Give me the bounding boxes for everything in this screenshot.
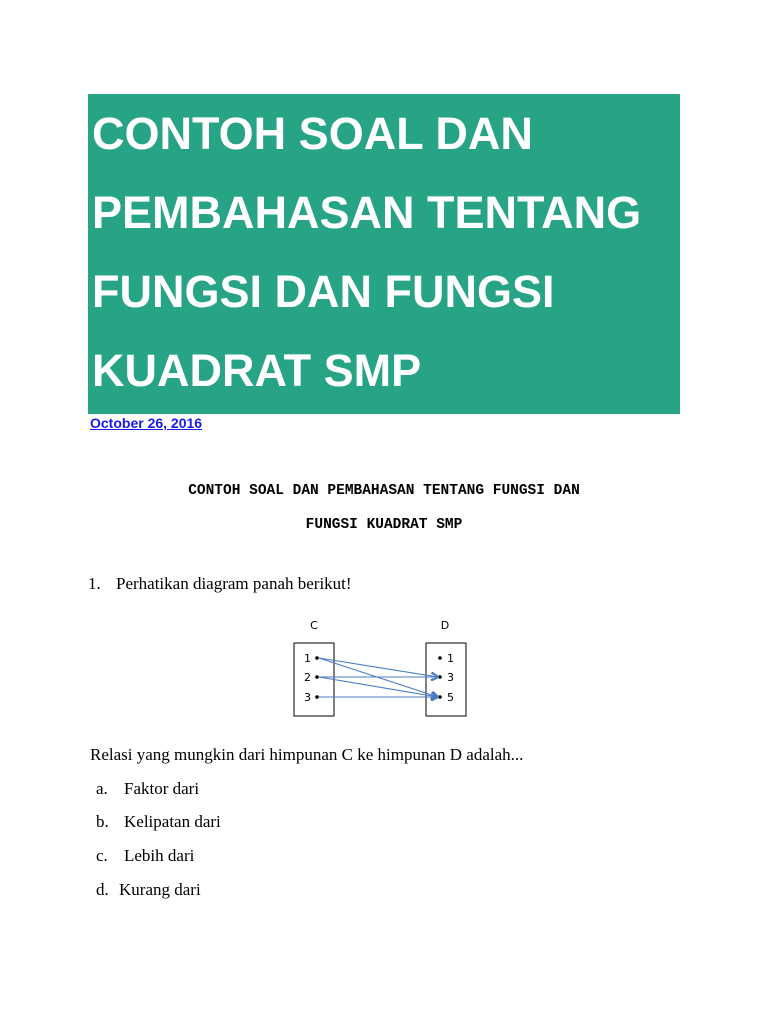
question-1 (88, 573, 352, 595)
section-heading (84, 474, 684, 542)
option-letter: d. (96, 880, 109, 899)
set-d-dot (438, 675, 442, 679)
set-d-dot (438, 656, 442, 660)
set-d-item: 5 (447, 691, 454, 704)
arrow-1-to-3 (319, 658, 438, 677)
set-d-item: 1 (447, 652, 454, 665)
set-c-dot (315, 675, 319, 679)
set-c-dot (315, 695, 319, 699)
title-line: KUADRAT SMP (92, 345, 422, 396)
title-banner (88, 94, 680, 414)
question-text: Perhatikan diagram panah berikut! (116, 574, 352, 593)
option-c[interactable] (96, 845, 194, 867)
set-c-item: 2 (304, 671, 311, 684)
title-line: PEMBAHASAN TENTANG (92, 187, 642, 238)
arrow-2-to-5 (319, 677, 438, 697)
title-line: FUNGSI DAN FUNGSI (92, 266, 555, 317)
option-letter: c. (96, 846, 108, 865)
set-c-box (294, 643, 334, 716)
option-text: Kelipatan dari (124, 812, 221, 831)
option-b[interactable] (96, 811, 221, 833)
set-c-dot (315, 656, 319, 660)
option-text: Lebih dari (124, 846, 195, 865)
set-d-label: D (440, 619, 450, 632)
arrow-diagram (286, 612, 476, 722)
option-letter: a. (96, 779, 108, 798)
relation-question: Relasi yang mungkin dari himpunan C ke himpunan D adalah... (90, 745, 524, 764)
set-d-item: 3 (447, 671, 454, 684)
option-letter: b. (96, 812, 109, 831)
option-text: Kurang dari (119, 880, 201, 899)
set-d-dot (438, 695, 442, 699)
post-date-link[interactable]: October 26, 2016 (90, 415, 203, 431)
option-d[interactable] (96, 879, 201, 901)
question-number: 1. (88, 574, 101, 593)
page-title (92, 94, 676, 410)
set-c-item: 1 (304, 652, 311, 665)
set-c-label: C (310, 619, 318, 632)
set-c-item: 3 (304, 691, 311, 704)
heading-line: FUNGSI KUADRAT SMP (305, 517, 463, 533)
option-text: Faktor dari (124, 779, 200, 798)
set-d-box (426, 643, 466, 716)
title-line: CONTOH SOAL DAN (92, 108, 533, 159)
option-a[interactable] (96, 778, 199, 800)
heading-line: CONTOH SOAL DAN PEMBAHASAN TENTANG FUNGSI DAN (188, 483, 580, 499)
